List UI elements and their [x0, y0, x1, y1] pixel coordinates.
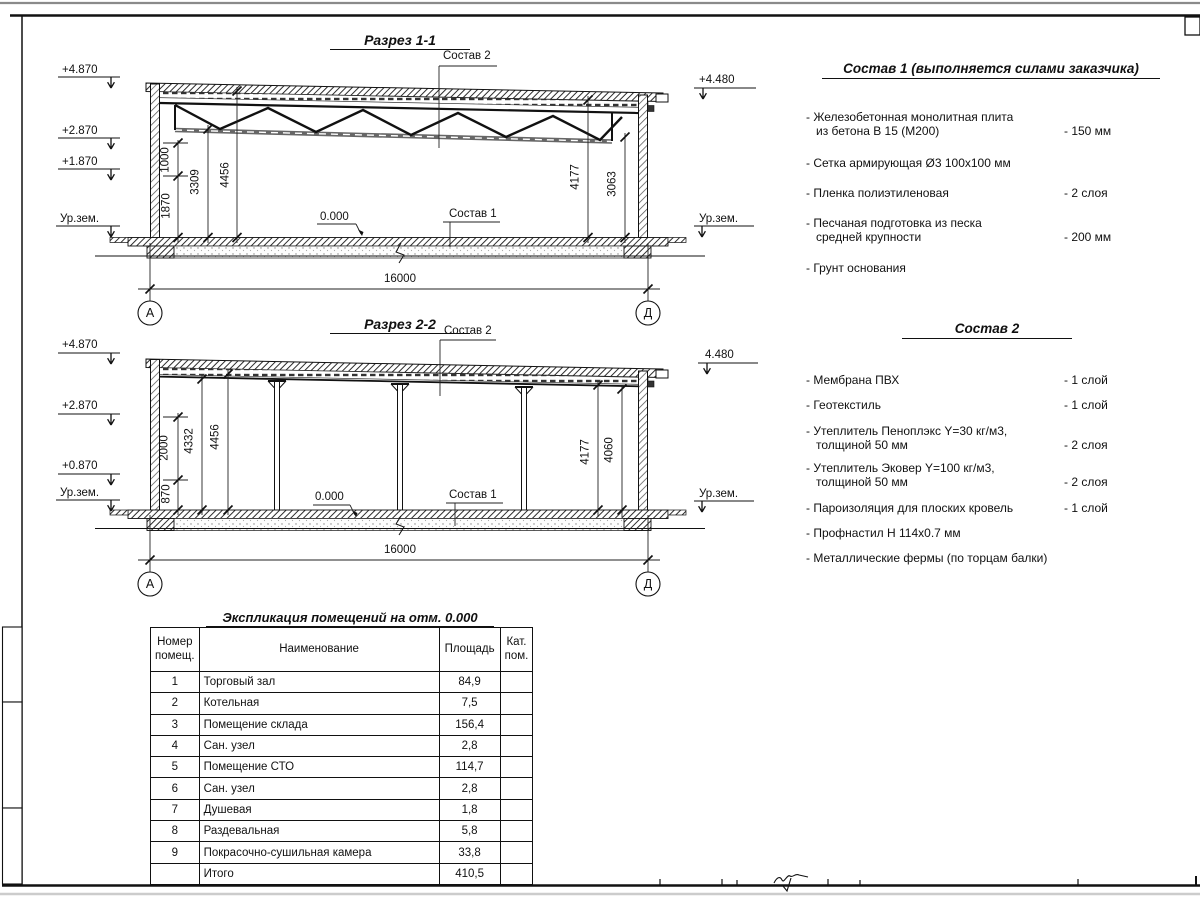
dim-label-4060: 4060 — [603, 437, 616, 463]
table-header-row — [151, 628, 533, 672]
material-item-line2: средней крупности — [816, 230, 922, 244]
material-item: - Утеплитель Эковер Y=100 кг/м3, — [806, 461, 995, 475]
col-header-room-number: Номер помещ. — [151, 628, 200, 672]
zero-level-label-2-2: 0.000 — [315, 491, 344, 503]
room-number — [151, 863, 200, 884]
room-area: 7,5 — [439, 693, 500, 714]
room-name: Покрасочно-сушильная камера — [199, 842, 439, 863]
room-area: 5,8 — [439, 821, 500, 842]
dim-label-4332: 4332 — [183, 428, 196, 454]
room-number: 6 — [151, 778, 200, 799]
material-value: - 2 слоя — [1064, 475, 1108, 489]
room-area: 1,8 — [439, 799, 500, 820]
elevation-label: 4.480 — [705, 349, 734, 361]
material-item-line2: толщиной 50 мм — [816, 475, 908, 489]
sostav1-callout-2-2: Состав 1 — [449, 489, 497, 501]
room-category — [500, 735, 533, 756]
material-item-line2: толщиной 50 мм — [816, 438, 908, 452]
elevation-label: +0.870 — [62, 460, 98, 472]
room-number: 2 — [151, 693, 200, 714]
title-block-edge-ticks — [660, 876, 1196, 885]
span-dim-label: 16000 — [384, 544, 416, 556]
material-value: - 1 слой — [1064, 501, 1108, 515]
dim-label-4177: 4177 — [569, 164, 582, 190]
room-category — [500, 672, 533, 693]
axis-mark-a: А — [145, 577, 155, 591]
dim-label-3309: 3309 — [189, 169, 202, 195]
room-category — [500, 842, 533, 863]
dim-label-4456: 4456 — [219, 162, 232, 188]
room-number: 7 — [151, 799, 200, 820]
room-category — [500, 757, 533, 778]
material-value: - 200 мм — [1064, 230, 1112, 244]
room-name: Сан. узел — [199, 778, 439, 799]
dim-label-3063: 3063 — [606, 171, 619, 197]
material-value: - 1 слой — [1064, 373, 1108, 387]
dim-label-2000: 2000 — [158, 435, 171, 461]
material-value: - 1 слой — [1064, 398, 1108, 412]
material-item: - Железобетонная монолитная плита — [806, 110, 1014, 124]
room-number: 5 — [151, 757, 200, 778]
ground-level-label: Ур.зем. — [699, 213, 739, 225]
material-item: - Мембрана ПВХ — [806, 373, 900, 387]
room-category — [500, 821, 533, 842]
sostav1-callout-1-1: Состав 1 — [449, 208, 497, 220]
table-row — [151, 799, 533, 820]
material-item: - Металлические фермы (по торцам балки) — [806, 551, 1048, 565]
room-category — [500, 799, 533, 820]
dim-label-4177: 4177 — [579, 439, 592, 465]
room-name: Душевая — [199, 799, 439, 820]
room-name: Помещение СТО — [199, 757, 439, 778]
dim-label-1870: 1870 — [160, 193, 173, 219]
material-item: - Пароизоляция для плоских кровель — [806, 501, 1014, 515]
room-number: 3 — [151, 714, 200, 735]
material-item: - Сетка армирующая Ø3 100х100 мм — [806, 156, 1011, 170]
table-row — [151, 821, 533, 842]
room-area: 84,9 — [439, 672, 500, 693]
ground-level-label: Ур.зем. — [60, 487, 100, 499]
dim-label-870: 870 — [160, 484, 173, 504]
col-header-area: Площадь — [439, 628, 500, 672]
room-number: 1 — [151, 672, 200, 693]
material-item: - Профнастил Н 114х0.7 мм — [806, 526, 961, 540]
material-item: - Грунт основания — [806, 261, 906, 275]
elevation-label: +4.480 — [699, 74, 735, 86]
dim-label-1000: 1000 — [159, 147, 172, 173]
section-2-2-title: Разрез 2-2 — [330, 317, 470, 334]
room-area: 33,8 — [439, 842, 500, 863]
room-category — [500, 863, 533, 884]
material-item: - Пленка полиэтиленовая — [806, 186, 949, 200]
span-dim-label: 16000 — [384, 273, 416, 285]
room-name: Котельная — [199, 693, 439, 714]
material-item-line2: из бетона В 15 (М200) — [816, 124, 940, 138]
material-value: - 2 слоя — [1064, 186, 1108, 200]
room-category — [500, 693, 533, 714]
rooms-table-title: Экспликация помещений на отм. 0.000 — [206, 611, 494, 627]
room-number: 9 — [151, 842, 200, 863]
room-number: 8 — [151, 821, 200, 842]
axis-mark-d: Д — [643, 577, 653, 591]
sostav2-callout-2-2: Состав 2 — [444, 325, 492, 337]
axis-mark-d: Д — [643, 306, 653, 320]
elevation-label: +2.870 — [62, 125, 98, 137]
zero-level-label-1-1: 0.000 — [320, 211, 349, 223]
col-header-name: Наименование — [199, 628, 439, 672]
material-item: - Геотекстиль — [806, 398, 881, 412]
total-label: Итого — [199, 863, 439, 884]
sostav1-block-title: Состав 1 (выполняется силами заказчика) — [822, 62, 1160, 79]
room-name: Сан. узел — [199, 735, 439, 756]
sostav2-block-title: Состав 2 — [902, 322, 1072, 339]
table-row — [151, 714, 533, 735]
axis-mark-a: А — [145, 306, 155, 320]
rooms-table — [150, 627, 533, 885]
table-row — [151, 778, 533, 799]
ground-level-label: Ур.зем. — [699, 488, 739, 500]
room-name: Торговый зал — [199, 672, 439, 693]
room-area: 2,8 — [439, 735, 500, 756]
elevation-label: +2.870 — [62, 400, 98, 412]
signature-scribble — [774, 875, 808, 891]
table-row — [151, 693, 533, 714]
room-name: Раздевальная — [199, 821, 439, 842]
room-number: 4 — [151, 735, 200, 756]
sostav2-callout-1-1: Состав 2 — [443, 50, 491, 62]
room-name: Помещение склада — [199, 714, 439, 735]
table-total-row — [151, 863, 533, 884]
material-item: - Утеплитель Пеноплэкс Y=30 кг/м3, — [806, 424, 1008, 438]
room-area: 156,4 — [439, 714, 500, 735]
room-area: 2,8 — [439, 778, 500, 799]
elevation-label: +4.870 — [62, 64, 98, 76]
table-row — [151, 757, 533, 778]
section-1-1-title: Разрез 1-1 — [330, 33, 470, 50]
room-area: 114,7 — [439, 757, 500, 778]
col-header-category: Кат. пом. — [500, 628, 533, 672]
elevation-label: +4.870 — [62, 339, 98, 351]
material-value: - 2 слоя — [1064, 438, 1108, 452]
material-item: - Песчаная подготовка из песка — [806, 216, 982, 230]
total-area: 410,5 — [439, 863, 500, 884]
material-value: - 150 мм — [1064, 124, 1112, 138]
ground-level-label: Ур.зем. — [60, 213, 100, 225]
table-row — [151, 842, 533, 863]
table-row — [151, 735, 533, 756]
room-category — [500, 778, 533, 799]
table-row — [151, 672, 533, 693]
dim-label-4456: 4456 — [209, 424, 222, 450]
elevation-label: +1.870 — [62, 156, 98, 168]
room-category — [500, 714, 533, 735]
